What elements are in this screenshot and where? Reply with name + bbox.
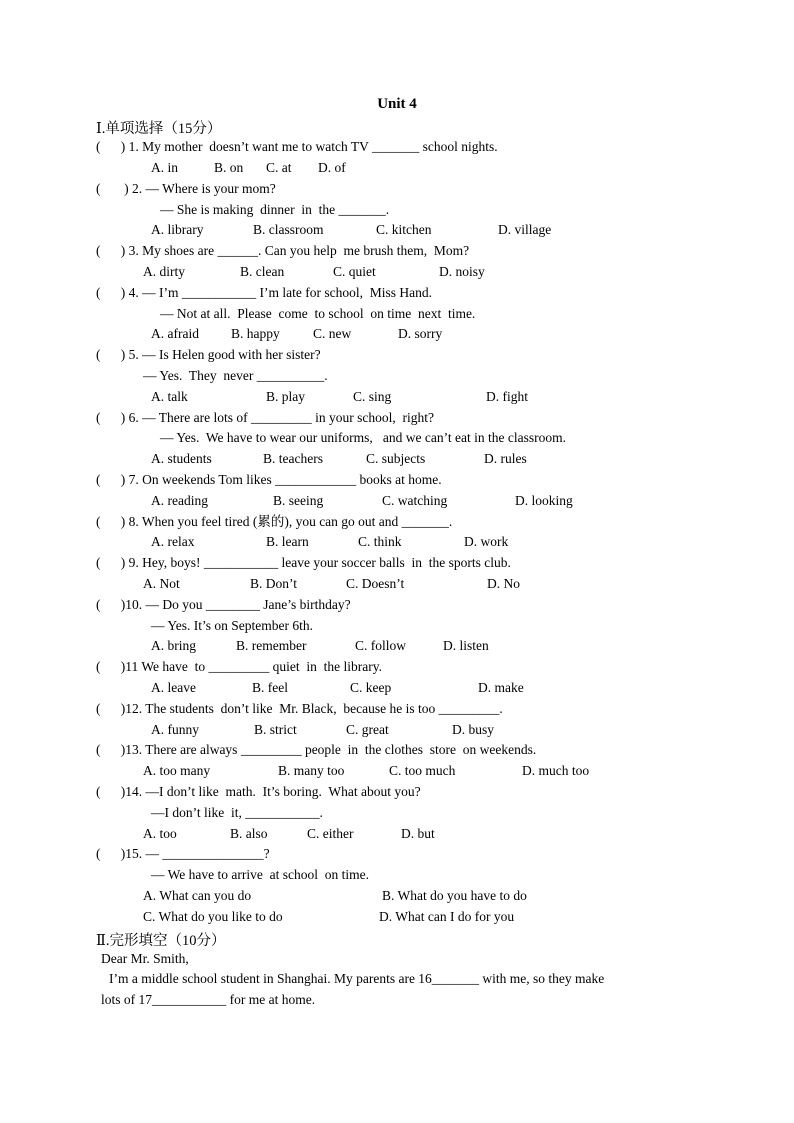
option-b: B. clean bbox=[240, 264, 285, 279]
option-d: D. but bbox=[401, 826, 435, 841]
option-c: C. sing bbox=[353, 389, 392, 404]
option-b: B. feel bbox=[252, 680, 288, 695]
option-b: B. also bbox=[230, 826, 268, 841]
option-b: B. seeing bbox=[273, 493, 324, 508]
option-b: B. strict bbox=[254, 722, 297, 737]
option-c: C. kitchen bbox=[376, 222, 432, 237]
question-6-stem: ( ) 6. — There are lots of _________ in your school, right? bbox=[96, 410, 434, 425]
question-4-stem-response: — Not at all. Please come to school on time next time. bbox=[160, 306, 476, 321]
question-10-stem-response: — Yes. It’s on September 6th. bbox=[151, 618, 313, 633]
option-d: D. looking bbox=[515, 493, 573, 508]
option-a: A. bring bbox=[151, 638, 196, 653]
question-9-stem: ( ) 9. Hey, boys! ___________ leave your soccer balls in the sports club. bbox=[96, 555, 511, 570]
option-c: C. too much bbox=[389, 763, 456, 778]
question-1-stem: ( ) 1. My mother doesn’t want me to watch TV _______ school nights. bbox=[96, 139, 498, 154]
option-c: C. keep bbox=[350, 680, 392, 695]
option-c: C. subjects bbox=[366, 451, 426, 466]
option-a: A. afraid bbox=[151, 326, 199, 341]
option-b: B. What do you have to do bbox=[382, 888, 527, 903]
option-a: A. dirty bbox=[143, 264, 185, 279]
option-a: A. in bbox=[151, 160, 178, 175]
option-a: A. too many bbox=[143, 763, 211, 778]
question-5-stem: ( ) 5. — Is Helen good with her sister? bbox=[96, 347, 321, 362]
option-c: C. think bbox=[358, 534, 402, 549]
option-c: C. quiet bbox=[333, 264, 376, 279]
option-d: D. No bbox=[487, 576, 520, 591]
question-13-stem: ( )13. There are always _________ people in the clothes store on weekends. bbox=[96, 742, 537, 757]
option-b: B. classroom bbox=[253, 222, 324, 237]
section-2-heading: Ⅱ.完形填空（10分） bbox=[96, 933, 226, 949]
option-c: C. either bbox=[307, 826, 354, 841]
option-d: D. What can I do for you bbox=[379, 909, 515, 924]
question-3-stem: ( ) 3. My shoes are ______. Can you help me brush them, Mom? bbox=[96, 243, 470, 258]
letter-greeting: Dear Mr. Smith, bbox=[101, 951, 189, 966]
question-2-stem-response: — She is making dinner in the _______. bbox=[160, 202, 390, 217]
page-title: Unit 4 bbox=[377, 96, 417, 112]
option-d: D. listen bbox=[443, 638, 489, 653]
option-a: A. Not bbox=[143, 576, 180, 591]
option-c: C. What do you like to do bbox=[143, 909, 283, 924]
option-b: B. learn bbox=[266, 534, 309, 549]
option-a: A. too bbox=[143, 826, 177, 841]
question-8-stem: ( ) 8. When you feel tired (累的), you can go out and _______. bbox=[96, 514, 453, 529]
option-c: C. Doesn’t bbox=[346, 576, 405, 591]
option-a: A. reading bbox=[151, 493, 208, 508]
section-1-heading: Ⅰ.单项选择（15分） bbox=[96, 121, 222, 137]
option-c: C. new bbox=[313, 326, 352, 341]
option-a: A. talk bbox=[151, 389, 188, 404]
option-a: A. relax bbox=[151, 534, 195, 549]
option-b: B. remember bbox=[236, 638, 307, 653]
question-5-stem-response: — Yes. They never __________. bbox=[143, 368, 328, 383]
option-a: A. leave bbox=[151, 680, 196, 695]
option-d: D. work bbox=[464, 534, 509, 549]
option-a: A. library bbox=[151, 222, 204, 237]
option-c: C. at bbox=[266, 160, 292, 175]
question-12-stem: ( )12. The students don’t like Mr. Black, because he is too _________. bbox=[96, 701, 503, 716]
option-a: A. students bbox=[151, 451, 212, 466]
option-d: D. village bbox=[498, 222, 552, 237]
question-15-stem-response: — We have to arrive at school on time. bbox=[151, 867, 369, 882]
option-d: D. busy bbox=[452, 722, 495, 737]
option-c: C. watching bbox=[382, 493, 448, 508]
question-14-stem-response: —I don’t like it, ___________. bbox=[151, 805, 323, 820]
option-d: D. noisy bbox=[439, 264, 485, 279]
option-b: B. happy bbox=[231, 326, 280, 341]
letter-line-2: lots of 17___________ for me at home. bbox=[101, 992, 316, 1007]
letter-line-1: I’m a middle school student in Shanghai. My parents are 16_______ with me, so they make bbox=[109, 971, 605, 986]
option-c: C. great bbox=[346, 722, 389, 737]
option-c: C. follow bbox=[355, 638, 407, 653]
question-14-stem: ( )14. —I don’t like math. It’s boring. What about you? bbox=[96, 784, 421, 799]
option-d: D. sorry bbox=[398, 326, 443, 341]
question-7-stem: ( ) 7. On weekends Tom likes ____________ books at home. bbox=[96, 472, 442, 487]
option-d: D. fight bbox=[486, 389, 528, 404]
option-b: B. Don’t bbox=[250, 576, 298, 591]
option-d: D. much too bbox=[522, 763, 590, 778]
question-15-stem: ( )15. — _______________? bbox=[96, 846, 270, 861]
question-2-stem: ( ) 2. — Where is your mom? bbox=[96, 181, 276, 196]
option-b: B. play bbox=[266, 389, 305, 404]
option-b: B. many too bbox=[278, 763, 345, 778]
option-a: A. funny bbox=[151, 722, 199, 737]
option-d: D. of bbox=[318, 160, 346, 175]
option-b: B. on bbox=[214, 160, 244, 175]
option-d: D. rules bbox=[484, 451, 527, 466]
question-6-stem-response: — Yes. We have to wear our uniforms, and we can’t eat in the classroom. bbox=[160, 430, 566, 445]
question-11-stem: ( )11 We have to _________ quiet in the library. bbox=[96, 659, 382, 674]
option-d: D. make bbox=[478, 680, 524, 695]
question-4-stem: ( ) 4. — I’m ___________ I’m late for school, Miss Hand. bbox=[96, 285, 432, 300]
option-b: B. teachers bbox=[263, 451, 323, 466]
option-a: A. What can you do bbox=[143, 888, 252, 903]
question-10-stem: ( )10. — Do you ________ Jane’s birthday? bbox=[96, 597, 351, 612]
